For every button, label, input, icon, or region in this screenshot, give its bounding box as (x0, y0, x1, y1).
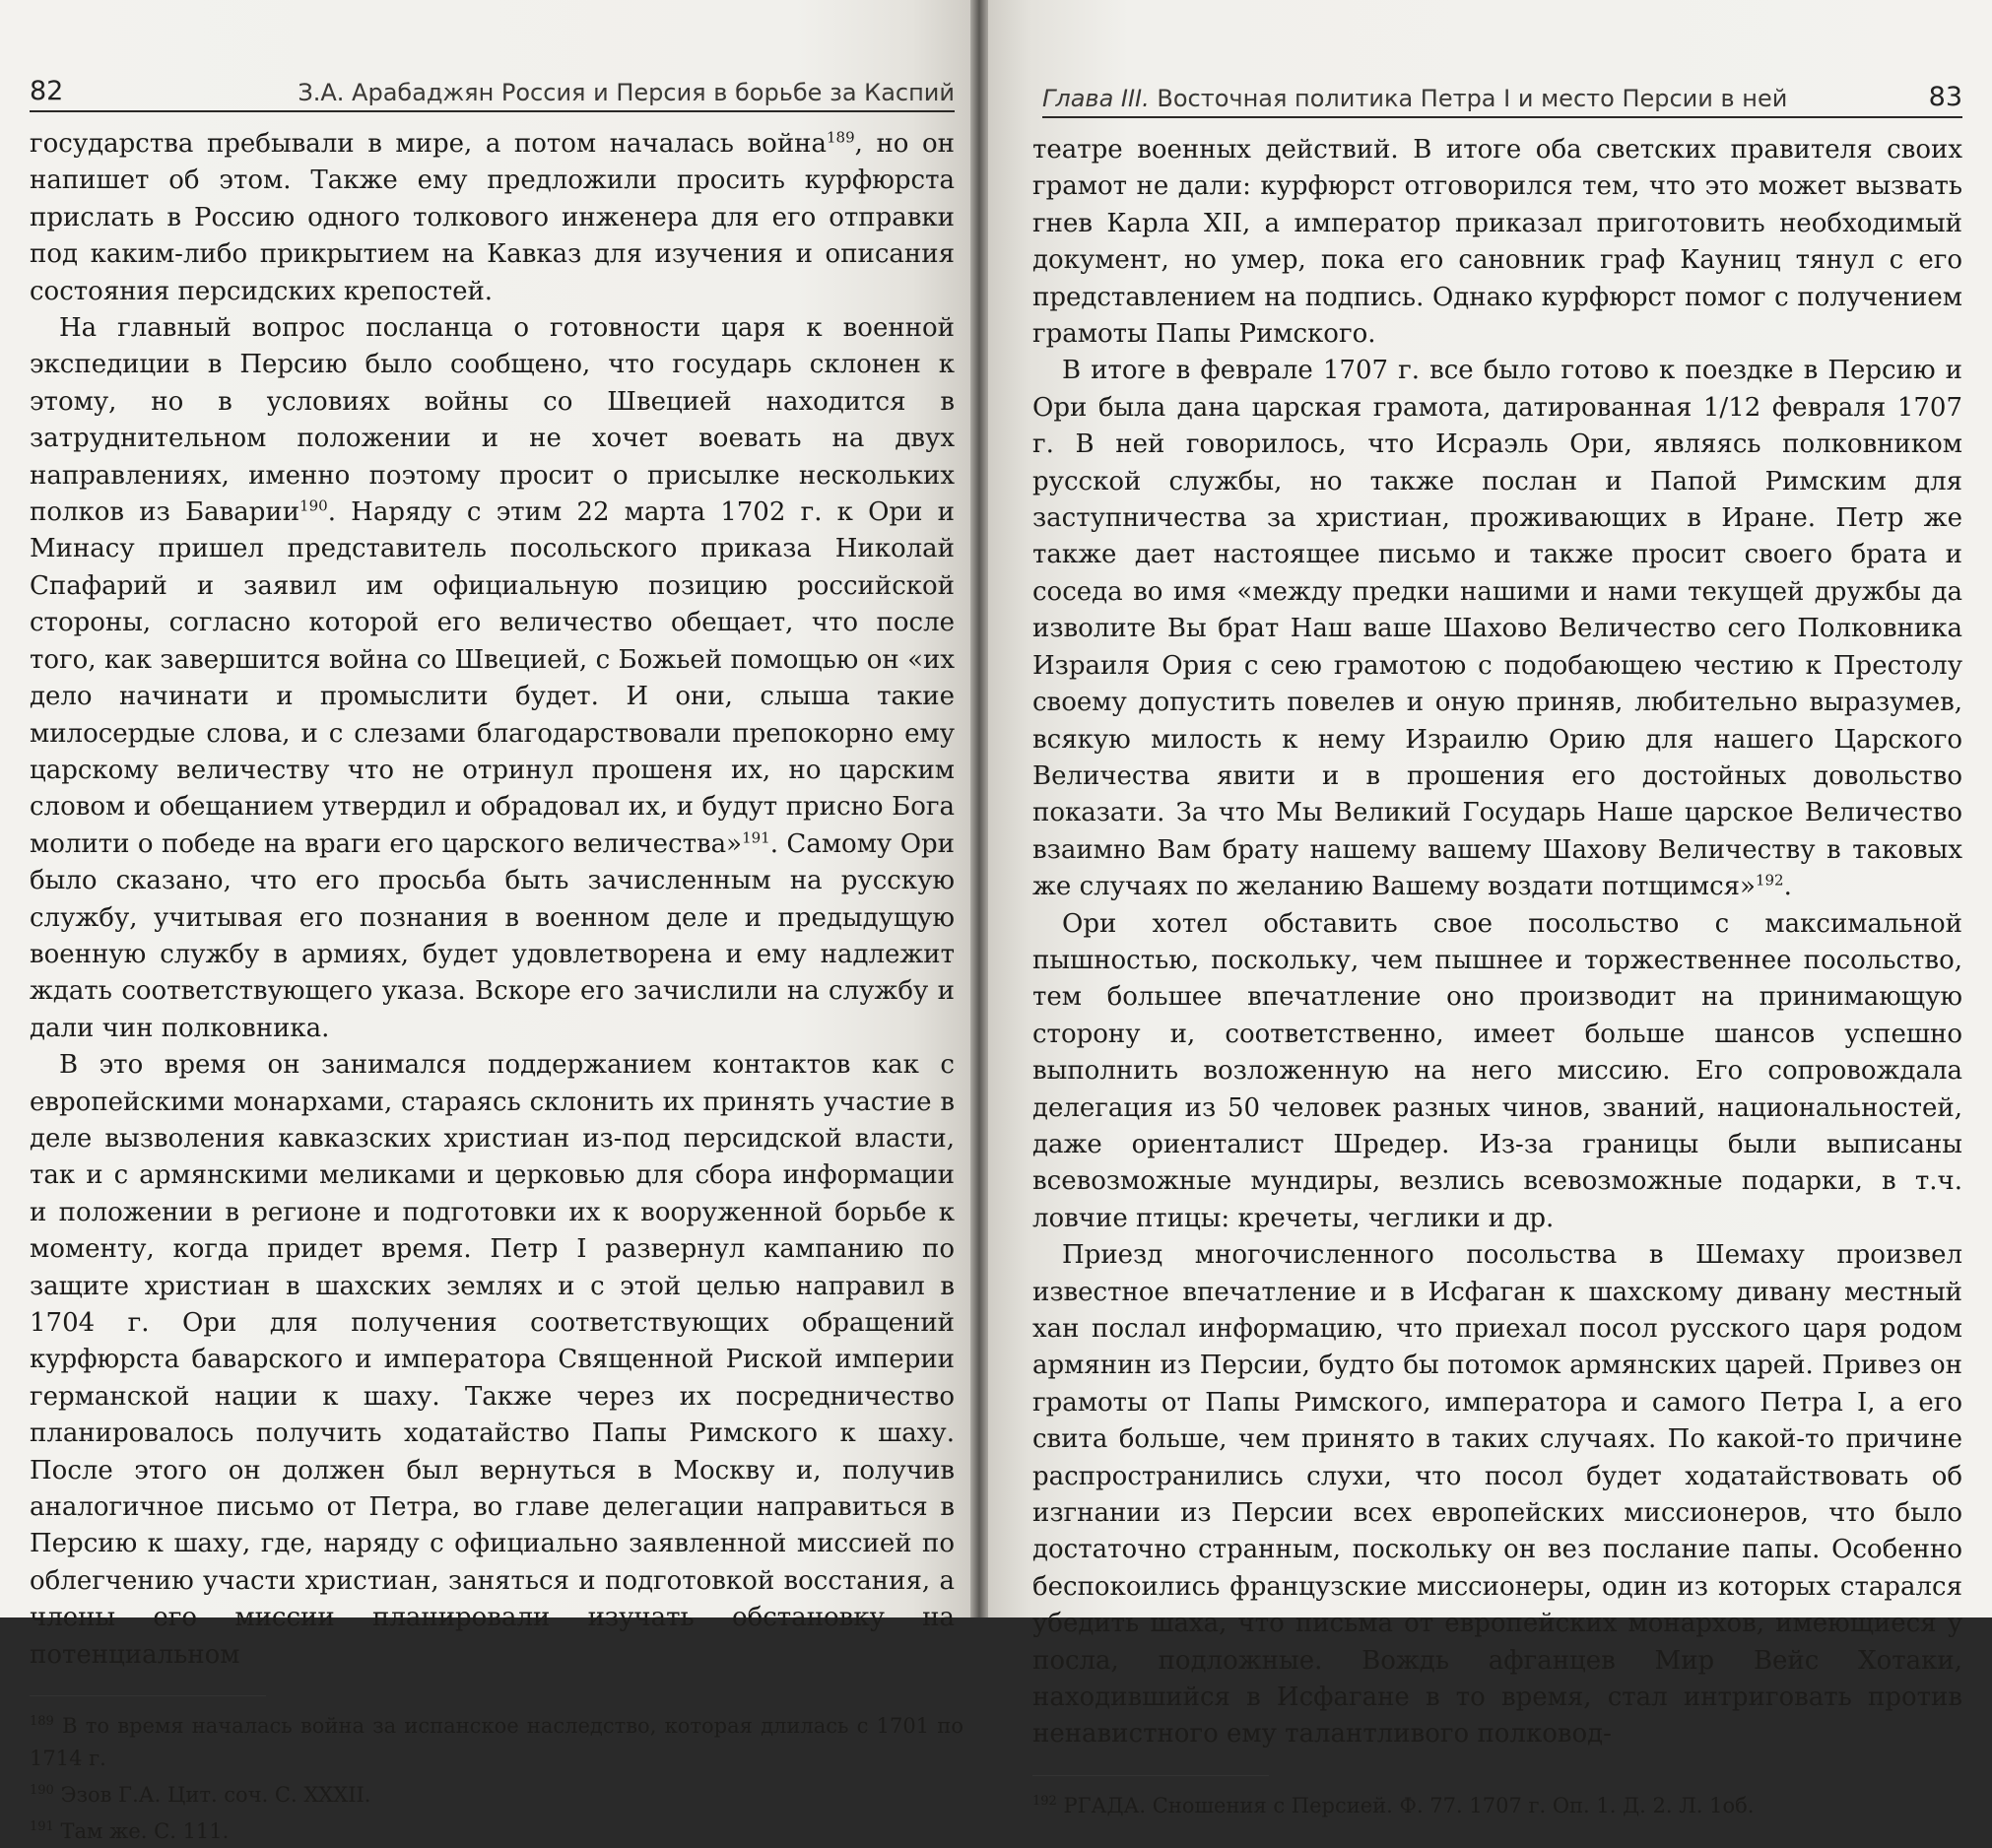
running-head-right (1042, 69, 1962, 118)
footnote-ref: 191 (742, 828, 770, 847)
footnote-number: 191 (30, 1819, 54, 1835)
paragraph (1032, 906, 1962, 1238)
text-run: Приезд многочисленного посольства в Шемаху произвел известное впечатление и в Исфаган к шахскому дивану местный хан послал информацию, что приехал посол русского царя родом армянин из Персии, будто бы потомок армянских царей. Привез он грамоты от Папы Римского, императора и самого Петра I, а его свита больше, чем принято в таких случаях. По какой-то причине распространились слухи, что посол будет ходатайствовать об изгнании из Персии всех европейских миссионеров, что было достаточно странным, поскольку он вез послание папы. Особенно беспокоились французские миссионеры, один из которых старался убедить шаха, что письма от европейских монархов, имеющиеся у посла, подложные. Вождь афганцев Мир Вейс Хотаки, находившийся в Исфагане в то время, стал интриговать против ненавистного ему талантливого полковод- (1032, 1240, 1962, 1749)
footnote-number: 192 (1032, 1793, 1057, 1809)
footnote (1032, 1790, 1962, 1822)
chapter-title: Восточная политика Петра I и место Персии в ней (1157, 85, 1788, 112)
footnote (30, 1779, 963, 1812)
footnote-number: 190 (30, 1783, 54, 1799)
footnote-rule (30, 1695, 266, 1696)
book-gutter (970, 0, 988, 1617)
text-run: На главный вопрос посланца о готовности царя к военной экспедиции в Персию было сообщено, что государь склонен к этому, но в условиях войны со Швецией находится в затруднительном положении и не хочет воевать на двух направлениях, именно поэтому просит о присылке нескольких полков из Баварии (30, 313, 955, 528)
running-head-left (30, 59, 955, 112)
right-page (988, 0, 1992, 1817)
footnote-text: РГАДА. Сношения с Персией. Ф. 77. 1707 г. Оп. 1. Д. 2. Л. 1об. (1063, 1793, 1755, 1817)
footnote-rule (1032, 1775, 1269, 1776)
text-run: государства пребывали в мире, а потом началась война (30, 129, 827, 159)
footnote-text: В то время началась война за испанское наследство, которая длилась с 1701 по 1714 г. (30, 1714, 963, 1771)
chapter-label: Глава III. (1042, 85, 1150, 112)
body-text (1032, 132, 1962, 1753)
body-text (30, 126, 955, 1674)
running-head-title (1042, 85, 1787, 112)
paragraph (1032, 353, 1962, 905)
footnote-text: Там же. С. 111. (60, 1819, 230, 1844)
text-run: В итоге в феврале 1707 г. все было готово к поездке в Персию и Ори была дана царская грамота, датированная 1/12 февраля 1707 г. В ней говорилось, что Исраэль Ори, являясь полковником русской службы, но также послан и Папой Римским для заступничества за христиан, проживающих в Иране. Петр же также дает настоящее письмо и также просит своего брата и соседа во имя «между предки нашими и нами текущей дружбы да изволите Вы брат Наш ваше Шахово Величество сего Полковника Израиля Ория с сею грамотою с подобающею честию к Престолу своему допустить повелев и оную приняв, любительно выразумев, всякую милость к нему Израилю Орию для нашего Царского Величества явити и в прошения его достойных довольство показати. За что Мы Великий Государь Наше царское Величество взаимно Вам брату нашему вашему Шахову Величеству в таковых же случаях по желанию Вашему воздати потщимся» (1032, 356, 1962, 902)
text-run: . (1783, 872, 1792, 902)
page-number: 82 (30, 76, 64, 106)
running-head-title: З.А. Арабаджян Россия и Персия в борьбе за Каспий (298, 79, 955, 106)
footnote (30, 1815, 963, 1848)
paragraph (30, 126, 955, 310)
footnote (30, 1710, 963, 1775)
page-number: 83 (1928, 82, 1962, 112)
paragraph (30, 1047, 955, 1674)
paragraph (1032, 1237, 1962, 1753)
footnote-number: 189 (30, 1714, 54, 1730)
paragraph (1032, 132, 1962, 353)
footnote-text: Эзов Г.А. Цит. соч. С. XXXII. (60, 1783, 371, 1808)
left-page (0, 0, 970, 1844)
paragraph (30, 310, 955, 1047)
footnote-ref: 189 (826, 128, 855, 147)
text-run: театре военных действий. В итоге оба светских правителя своих грамот не дали: курфюрст отговорился тем, что это может вызвать гнев Карла XII, а император приказал приготовить необходимый документ, но умер, пока его сановник граф Кауниц тянул с его представлением на подпись. Однако курфюрст помог с получением грамоты Папы Римского. (1032, 135, 1962, 350)
text-run: , но он напишет об этом. Также ему предложили просить курфюрста прислать в Россию одного толкового инженера для его отправки под каким-либо прикрытием на Кавказ для изучения и описания состояния персидских крепостей. (30, 129, 955, 306)
footnotes (1032, 1790, 1962, 1822)
footnote-ref: 192 (1755, 871, 1784, 890)
footnote-ref: 190 (299, 496, 328, 515)
text-run: В это время он занимался поддержанием контактов как с европейскими монархами, стараясь склонить их принять участие в деле вызволения кавказских христиан из-под персидской власти, так и с армянскими меликами и церковью для сбора информации и положении в регионе и подготовки их к вооруженной борьбе к моменту, когда придет время. Петр I развернул кампанию по защите христиан в шахских землях и с этой целью направил в 1704 г. Ори для получения соответствующих обращений курфюрста баварского и императора Священной Риской империи германской нации к шаху. Также через их посредничество планировалось получить ходатайство Папы Римского к шаху. После этого он должен был вернуться в Москву и, получив аналогичное письмо от Петра, во главе делегации направиться в Персию к шаху, где, наряду с официально заявленной миссией по облегчению участи христиан, заняться и подготовкой восстания, а члены его миссии планировали изучать обстановку на потенциальном (30, 1050, 955, 1670)
text-run: . Наряду с этим 22 марта 1702 г. к Ори и Минасу пришел представитель посольского приказа Николай Спафарий и заявил им официальную позицию российской стороны, согласно которой его величество обещает, что после того, как завершится война со Швецией, с Божьей помощью он «их дело начинати и промыслити будет. И они, слыша такие милосердые слова, и с слезами благодарствовали препокорно ему царскому величеству что не отринул прошеня их, но царским словом и обещанием утвердил и обрадовал их, и будут присно Бога молити о победе на враги его царского величества» (30, 497, 955, 859)
text-run: Ори хотел обставить свое посольство с максимальной пышностью, поскольку, чем пышнее и торжественнее посольство, тем большее впечатление оно производит на принимающую сторону и, соответственно, имеет больше шансов успешно выполнить возложенную на него миссию. Его сопровождала делегация из 50 человек разных чинов, званий, национальностей, даже ориенталист Шредер. Из-за границы были выписаны всевозможные мундиры, везлись всевозможные подарки, в т.ч. ловчие птицы: кречеты, чеглики и др. (1032, 908, 1962, 1233)
footnotes (30, 1710, 963, 1848)
text-run: . Самому Ори было сказано, что его просьба быть зачисленным на русскую службу, учитывая его познания в военном деле и предыдущую военную службу в армиях, будет удовлетворена и ему надлежит ждать соответствующего указа. Вскоре его зачислили на службу и дали чин полковника. (30, 828, 955, 1043)
